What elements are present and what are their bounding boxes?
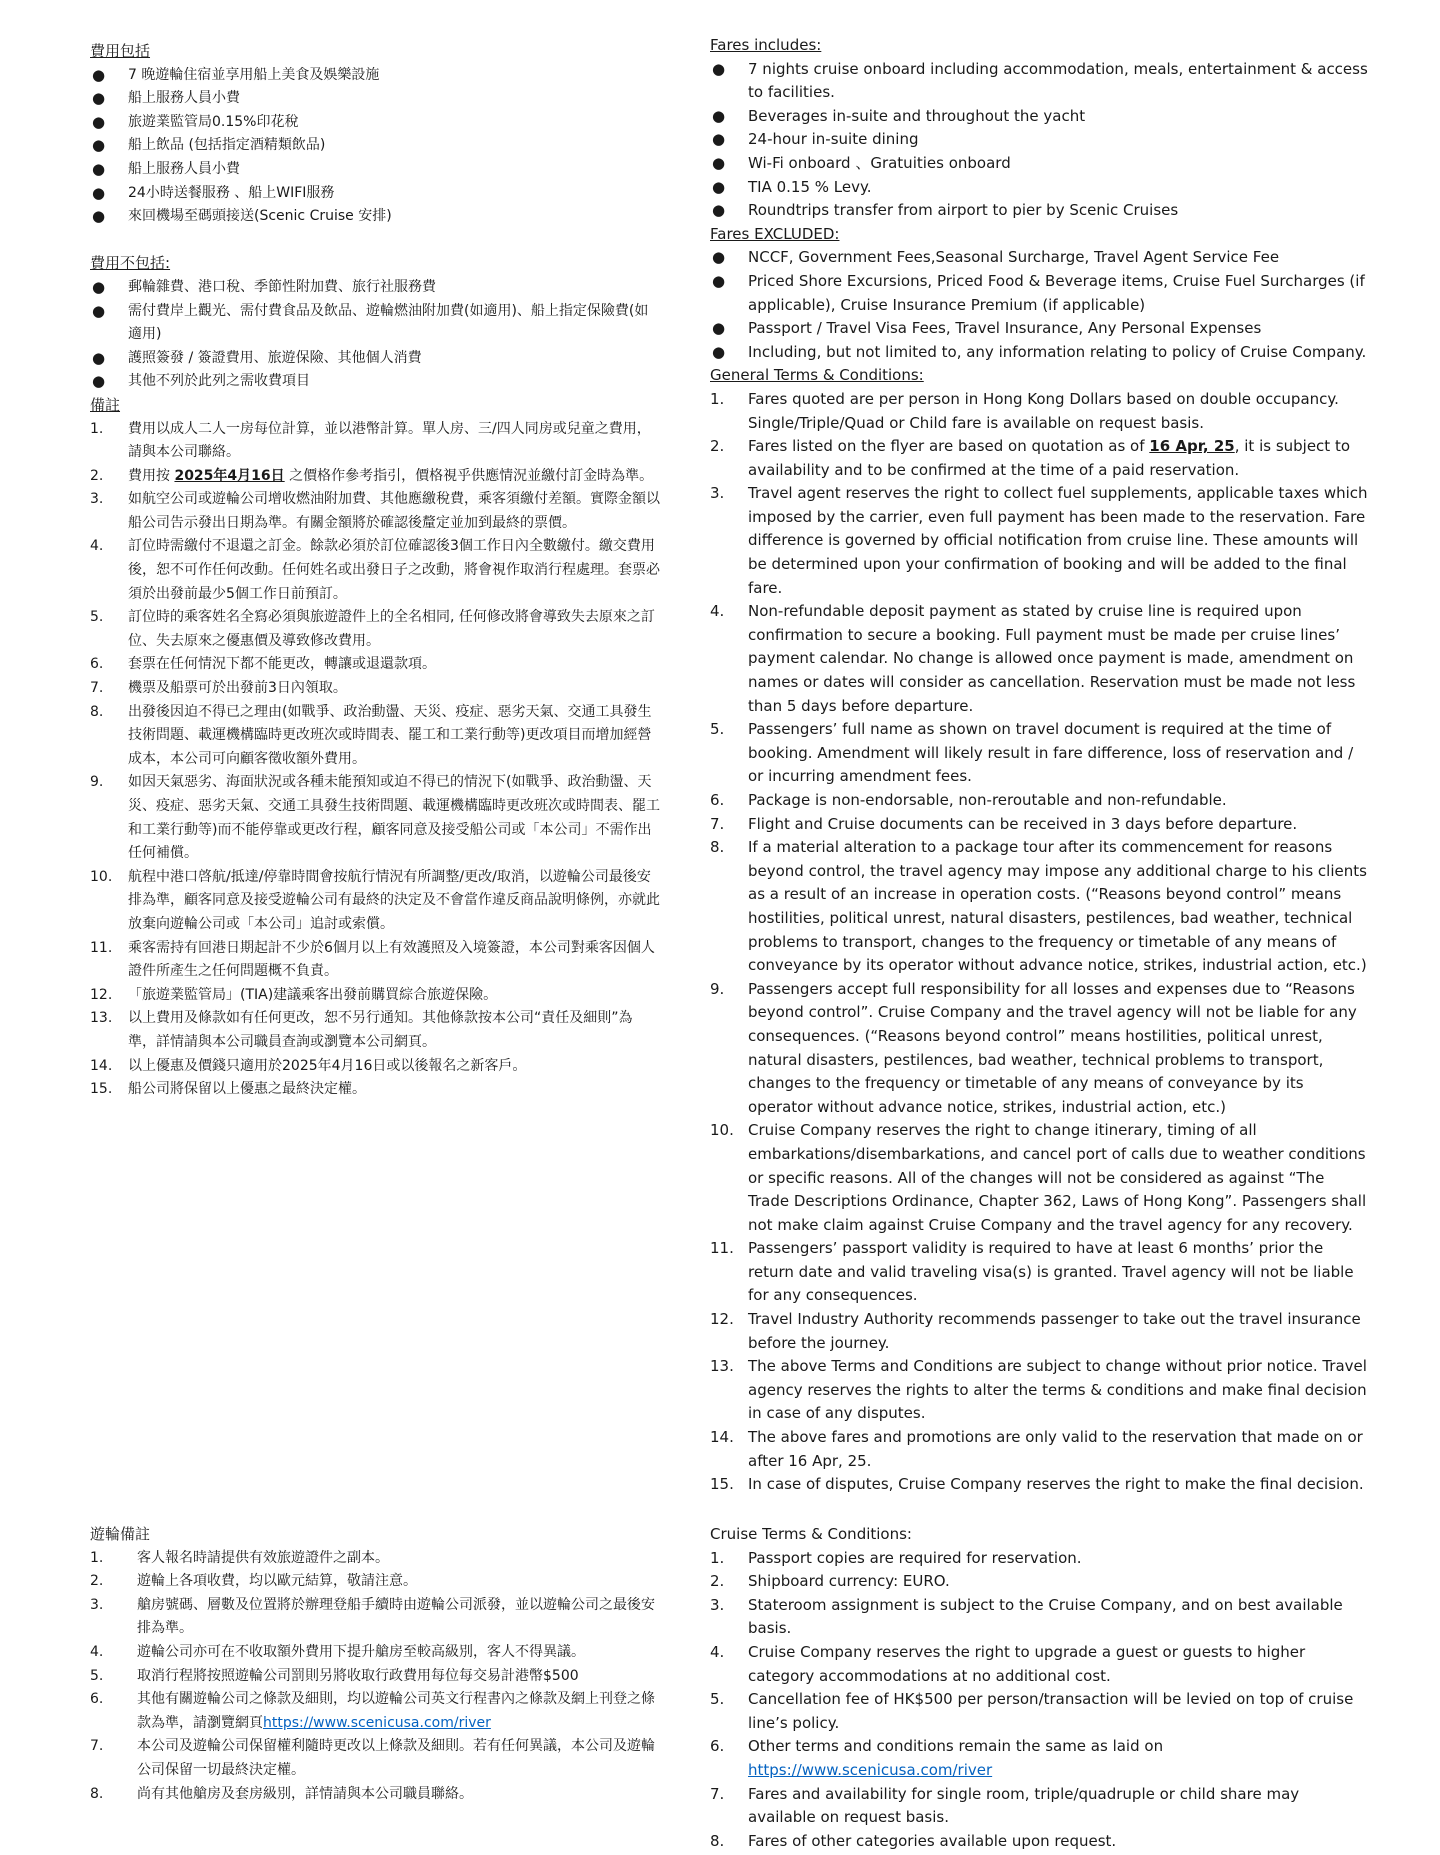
item-number: 4. (710, 1642, 725, 1661)
item-text: 航程中港口啓航/抵達/停靠時間會按航行情況有所調整/更改/取消，以遊輪公司最後安排為準，顧客同意及接受遊輪公司有最終的決定及不會當作違反商品說明條例，亦就此放棄向遊輪公司或「本公司」追討或索償。 (128, 868, 660, 932)
item-number: 9. (90, 774, 104, 791)
numbered-item (710, 718, 1370, 789)
bullet-text: Wi-Fi onboard 、Gratuities onboard (748, 153, 1011, 172)
item-text: Non-refundable deposit payment as stated by cruise line is required upon confirmation to secure a booking. Full payment must be made per cruise lines’ payment calendar. No change is allowed once payment is made, amendment on names or dates will consider as cancellation. Reservation must be made not less than 5 days before departure. (748, 602, 1356, 715)
item-text: Package is non-endorsable, non-reroutable and non-refundable. (748, 791, 1227, 809)
bullet-item (90, 64, 660, 88)
item-text: 船公司將保留以上優惠之最終決定權。 (128, 1081, 366, 1098)
item-text: Other terms and conditions remain the same as laid on https://www.scenicusa.com/river (748, 1737, 1164, 1779)
bullet-marker: ● (92, 65, 106, 84)
item-number: 11. (710, 1239, 734, 1258)
en-excluded-list (710, 246, 1370, 364)
bullet-text: 護照簽發 / 簽證費用、旅遊保險、其他個人消費 (128, 349, 422, 366)
item-text: 遊輪上各項收費，均以歐元結算，敬請注意。 (137, 1573, 417, 1590)
item-text: 費用以成人二人一房每位計算，並以港幣計算。單人房、三/四人同房或兒童之費用，請與本公司聯絡。 (128, 420, 651, 461)
bullet-text: 需付費岸上觀光、需付費食品及飲品、遊輪燃油附加費(如適用)、船上指定保險費(如適用) (128, 302, 649, 343)
bullet-item (710, 199, 1370, 223)
zh-excludes-heading: 費用不包括: (90, 254, 171, 273)
bullet-marker: ● (712, 201, 726, 220)
item-number: 5. (90, 609, 104, 626)
bullet-text: Including, but not limited to, any information relating to policy of Cruise Company. (748, 342, 1367, 361)
item-number: 12. (90, 986, 113, 1003)
numbered-item (90, 866, 660, 937)
item-number: 3. (90, 1596, 104, 1613)
item-text: Passengers’ passport validity is required to have at least 6 months’ prior the return date and valid traveling visa(s) is granted. Travel agency will not be liable for any consequences. (748, 1239, 1354, 1305)
item-number: 5. (710, 1690, 725, 1709)
bullet-marker: ● (92, 112, 106, 131)
en-terms-column (710, 34, 1370, 1497)
item-number: 2. (710, 1572, 725, 1591)
bullet-marker: ● (92, 277, 106, 296)
item-text: 訂位時需繳付不退還之訂金。餘款必須於訂位確認後3個工作日內全數繳付。繳交費用後，恕不可作任何改動。任何姓名或出發日子之改動，將會視作取消行程處理。套票必須於出發前最少5個工作日前預訂。 (128, 538, 660, 602)
item-text: 套票在任何情況下都不能更改，轉讓或退還款項。 (128, 656, 436, 673)
bullet-text: 24小時送餐服務 、船上WIFI服務 (128, 184, 335, 201)
item-text: Passengers’ full name as shown on travel document is required at the time of booking. Amendment will likely result in fare difference, loss of reservation and / or incurring amendment fees. (748, 720, 1354, 786)
item-number: 7. (710, 814, 725, 833)
item-number: 15. (710, 1475, 734, 1494)
en-cruise-terms (710, 1523, 1370, 1853)
item-number: 10. (710, 1121, 734, 1140)
bullet-marker: ● (92, 348, 106, 367)
numbered-item (90, 677, 660, 701)
numbered-item (90, 1547, 660, 1571)
bullet-marker: ● (92, 372, 106, 391)
item-number: 11. (90, 939, 113, 956)
item-number: 8. (90, 703, 104, 720)
numbered-item (90, 1688, 660, 1735)
zh-cruise-heading: 遊輪備註 (90, 1525, 151, 1543)
item-text: 遊輪公司亦可在不收取額外費用下提升艙房至較高級別，客人不得異議。 (137, 1643, 585, 1660)
zh-terms-column (90, 40, 660, 1102)
item-text: Fares and availability for single room, triple/quadruple or child share may available on request basis. (748, 1784, 1300, 1827)
bullet-item (710, 270, 1370, 317)
en-excluded-heading: Fares EXCLUDED: (710, 224, 840, 243)
zh-cruise-notes (90, 1523, 660, 1806)
item-text: Stateroom assignment is subject to the Cruise Company, and on best available basis. (748, 1595, 1343, 1638)
zh-notes-list (90, 418, 660, 1102)
bullet-item (90, 111, 660, 135)
item-text: Flight and Cruise documents can be received in 3 days before departure. (748, 814, 1298, 833)
numbered-item (710, 600, 1370, 718)
bullet-marker: ● (712, 59, 726, 78)
numbered-item (90, 653, 660, 677)
item-text: 以上費用及條款如有任何更改，恕不另行通知。其他條款按本公司“責任及細則”為準，詳情請與本公司職員查詢或瀏覽本公司網頁。 (128, 1010, 633, 1050)
bullet-marker: ● (712, 106, 726, 125)
bullet-marker: ● (92, 207, 106, 226)
item-number: 7. (90, 680, 104, 697)
bullet-text: Passport / Travel Visa Fees, Travel Insurance, Any Personal Expenses (748, 319, 1262, 338)
bullet-text: Beverages in-suite and throughout the yacht (748, 106, 1086, 125)
bullet-marker: ● (92, 183, 106, 202)
emphasized-date: 16 Apr, 25 (1149, 437, 1235, 456)
numbered-item (90, 1570, 660, 1594)
item-number: 4. (710, 602, 725, 621)
item-text: Passport copies are required for reservation. (748, 1548, 1082, 1567)
numbered-item (710, 1783, 1370, 1830)
item-number: 6. (710, 791, 725, 809)
item-number: 1. (710, 1548, 725, 1567)
item-number: 2. (710, 437, 725, 456)
numbered-item (710, 1119, 1370, 1237)
bullet-text: TIA 0.15 % Levy. (748, 177, 872, 196)
numbered-item (90, 771, 660, 865)
bullet-item (90, 205, 660, 229)
bullet-item (710, 317, 1370, 341)
numbered-item (710, 1688, 1370, 1735)
numbered-item (90, 1735, 660, 1782)
item-number: 5. (710, 720, 725, 739)
bullet-text: 7 晚遊輪住宿並享用船上美食及娛樂設施 (128, 66, 380, 83)
item-number: 14. (710, 1428, 734, 1447)
bullet-item (90, 87, 660, 111)
bullet-item (710, 128, 1370, 152)
item-text: 出發後因迫不得已之理由(如戰爭、政治動盪、天災、疫症、惡劣天氣、交通工具發生技術問題、載運機構臨時更改班次或時間表、罷工和工業行動等)更改項目而增加經營成本，本公司可向顧客徵收額外費用。 (128, 703, 652, 767)
item-text: Travel Industry Authority recommends passenger to take out the travel insurance before the journey. (748, 1310, 1361, 1352)
item-text: 客人報名時請提供有效旅遊證件之副本。 (137, 1549, 389, 1566)
bullet-marker: ● (712, 153, 726, 172)
numbered-item (90, 1078, 660, 1102)
zh-excludes-list (90, 276, 660, 394)
bullet-text: Priced Shore Excursions, Priced Food & Beverage items, Cruise Fuel Surcharges (if applicable), Cruise Insurance Premium (if applicable) (748, 271, 1365, 314)
bullet-text: 24-hour in-suite dining (748, 130, 919, 149)
bullet-text: 船上飲品 (包括指定酒精類飲品) (128, 137, 326, 154)
bullet-marker: ● (92, 89, 106, 108)
item-number: 3. (90, 491, 104, 508)
item-number: 1. (710, 389, 725, 408)
scenic-website-link[interactable]: https://www.scenicusa.com/river (263, 1714, 491, 1731)
numbered-item (90, 535, 660, 606)
item-number: 8. (710, 838, 725, 857)
item-text: Travel agent reserves the right to collect fuel supplements, applicable taxes which imposed by the carrier, even full payment has been made to the reservation. Fare difference is governed by official notification from cruise line. These amounts will be determined upon your confirmation of booking and will be added to the final fare. (748, 484, 1368, 597)
en-general-list (710, 388, 1370, 1497)
item-text: 如因天氣惡劣、海面狀況或各種未能預知或迫不得已的情況下(如戰爭、政治動盪、天災、疫症、惡劣天氣、交通工具發生技術問題、載運機構臨時更改班次或時間表、罷工和工業行動等)而不能停靠或更改行程，顧客同意及接受船公司或「本公司」不需作出任何補償。 (128, 774, 660, 862)
numbered-item (710, 388, 1370, 435)
numbered-item (710, 1570, 1370, 1594)
item-text: Shipboard currency: EURO. (748, 1572, 950, 1591)
bullet-marker: ● (92, 301, 106, 320)
bullet-text: 郵輪雜費、港口稅、季節性附加費、旅行社服務費 (128, 278, 436, 295)
item-text: 其他有關遊輪公司之條款及細則，均以遊輪公司英文行程書內之條款及網上刊登之條款為準，請瀏覽網頁https://www.scenicusa.com/river (137, 1691, 655, 1731)
numbered-item (90, 1594, 660, 1641)
item-number: 5. (90, 1667, 104, 1684)
item-text: 尚有其他艙房及套房級別，詳情請與本公司職員聯絡。 (137, 1785, 473, 1802)
numbered-item (710, 978, 1370, 1120)
numbered-item (710, 1355, 1370, 1426)
en-general-heading: General Terms & Conditions: (710, 366, 924, 385)
numbered-item (90, 1055, 660, 1079)
bullet-text: 7 nights cruise onboard including accommodation, meals, entertainment & access to facilities. (748, 59, 1368, 102)
item-text: Fares listed on the flyer are based on quotation as of 16 Apr, 25, it is subject to availability and to be confirmed at the time of a paid reservation. (748, 437, 1351, 479)
item-text: In case of disputes, Cruise Company reserves the right to make the final decision. (748, 1475, 1364, 1494)
bullet-marker: ● (712, 342, 726, 361)
numbered-item (710, 482, 1370, 600)
item-number: 3. (710, 484, 725, 503)
item-text: 艙房號碼、層數及位置將於辦理登船手續時由遊輪公司派發，並以遊輪公司之最後安排為準。 (137, 1596, 655, 1637)
numbered-item (710, 1830, 1370, 1854)
bullet-item (710, 246, 1370, 270)
item-text: If a material alteration to a package tour after its commencement for reasons beyond control, the travel agency may impose any additional charge to his clients as a result of an increase in operation costs. (“Reasons beyond control” means hostilities, political unrest, natural disasters, pestilences, bad weather, technical problems to transport, changes to the frequency or timetable of any means of conveyance by its operator without advance notice, strikes, industrial action, etc.) (748, 838, 1367, 975)
item-text: 訂位時的乘客姓名全寫必須與旅遊證件上的全名相同, 任何修改將會導致失去原來之訂位、失去原來之優惠價及導致修改費用。 (128, 609, 655, 649)
numbered-item (90, 1641, 660, 1665)
bullet-item (90, 158, 660, 182)
numbered-item (710, 1426, 1370, 1473)
item-text: 費用按 2025年4月16日 之價格作參考指引，價格視乎供應情況並繳付訂金時為準。 (128, 467, 654, 484)
bullet-item (710, 176, 1370, 200)
item-text: 乘客需持有回港日期起計不少於6個月以上有效護照及入境簽證，本公司對乘客因個人證件所產生之任何問題概不負責。 (128, 939, 655, 980)
item-number: 9. (710, 979, 725, 998)
item-text: 以上優惠及價錢只適用於2025年4月16日或以後報名之新客戶。 (128, 1057, 527, 1074)
numbered-item (90, 1783, 660, 1807)
item-text: 如航空公司或遊輪公司增收燃油附加費、其他應繳稅費，乘客須繳付差額。實際金額以船公司告示發出日期為準。有關金額將於確認後釐定並加到最終的票價。 (128, 491, 660, 531)
item-text: 機票及船票可於出發前3日內領取。 (128, 680, 347, 697)
numbered-item (90, 465, 660, 489)
item-number: 1. (90, 420, 104, 437)
zh-includes-heading: 費用包括 (90, 42, 151, 60)
bullet-item (90, 134, 660, 158)
bullet-item (710, 105, 1370, 129)
item-text: 本公司及遊輪公司保留權利隨時更改以上條款及細則。若有任何異議，本公司及遊輪公司保留一切最終決定權。 (137, 1738, 655, 1778)
bullet-text: NCCF, Government Fees,Seasonal Surcharge, Travel Agent Service Fee (748, 248, 1280, 267)
bullet-item (710, 341, 1370, 365)
item-number: 7. (90, 1738, 104, 1755)
numbered-item (90, 606, 660, 653)
item-number: 6. (710, 1737, 725, 1756)
bullet-text: 船上服務人員小費 (128, 90, 240, 107)
bullet-item (90, 347, 660, 371)
bullet-marker: ● (712, 271, 726, 290)
item-number: 4. (90, 1643, 104, 1660)
item-number: 13. (710, 1357, 734, 1376)
item-number: 3. (710, 1595, 725, 1614)
numbered-item (710, 435, 1370, 482)
numbered-item (90, 1007, 660, 1054)
bullet-marker: ● (712, 248, 726, 267)
emphasized-date: 2025年4月16日 (174, 467, 285, 484)
numbered-item (710, 1641, 1370, 1688)
item-number: 13. (90, 1010, 113, 1027)
numbered-item (90, 701, 660, 772)
numbered-item (710, 813, 1370, 837)
item-text: Fares of other categories available upon request. (748, 1831, 1117, 1850)
bullet-text: 船上服務人員小費 (128, 160, 240, 177)
numbered-item (710, 1594, 1370, 1641)
bullet-marker: ● (712, 177, 726, 196)
item-text: Fares quoted are per person in Hong Kong Dollars based on double occupancy. Single/Triple/Quad or Child fare is available on request basis. (748, 389, 1339, 432)
item-number: 12. (710, 1310, 734, 1329)
bullet-marker: ● (92, 159, 106, 178)
bullet-marker: ● (712, 130, 726, 149)
item-number: 6. (90, 1691, 104, 1708)
item-text: Cancellation fee of HK$500 per person/transaction will be levied on top of cruise line’s policy. (748, 1690, 1354, 1732)
item-number: 1. (90, 1549, 104, 1566)
en-includes-list (710, 58, 1370, 223)
numbered-item (90, 937, 660, 984)
en-cruise-list (710, 1547, 1370, 1854)
zh-cruise-list (90, 1547, 660, 1807)
item-number: 6. (90, 656, 104, 673)
item-number: 15. (90, 1081, 113, 1098)
item-number: 8. (710, 1831, 725, 1850)
bullet-text: 旅遊業監管局0.15%印花稅 (128, 113, 299, 130)
item-text: Cruise Company reserves the right to change itinerary, timing of all embarkations/disembarkations, and cancel port of calls due to weather conditions or specific reasons. All of the changes will not be considered as against “The Trade Descriptions Ordinance, Chapter 362, Laws of Hong Kong”. Passengers shall not make claim against Cruise Company and the travel agency for any recovery. (748, 1121, 1367, 1234)
numbered-item (710, 789, 1370, 813)
bullet-text: 其他不列於此列之需收費項目 (128, 373, 310, 390)
bullet-item (710, 58, 1370, 105)
en-includes-heading: Fares includes: (710, 36, 822, 54)
bullet-item (90, 370, 660, 394)
item-text: 「旅遊業監管局」(TIA)建議乘客出發前購買綜合旅遊保險。 (128, 986, 498, 1003)
numbered-item (710, 1735, 1370, 1782)
item-text: Passengers accept full responsibility for all losses and expenses due to “Reasons beyond control”. Cruise Company and the travel agency will not be liable for any consequences. (“Reasons beyond control” means hostilities, political unrest, natural disasters, pestilences, bad weather, technical problems to transport, changes to the frequency or timetable of any means of conveyance by its operator without advance notice, strikes, industrial action, etc.) (748, 979, 1357, 1116)
item-number: 2. (90, 467, 104, 484)
item-number: 14. (90, 1057, 113, 1074)
item-text: The above fares and promotions are only valid to the reservation that made on or after 16 Apr, 25. (748, 1428, 1363, 1470)
zh-notes-heading: 備註 (90, 395, 121, 414)
item-number: 10. (90, 868, 113, 885)
zh-includes-list (90, 64, 660, 229)
scenic-website-link[interactable]: https://www.scenicusa.com/river (748, 1760, 993, 1779)
numbered-item (90, 984, 660, 1008)
bullet-item (90, 182, 660, 206)
numbered-item (710, 1308, 1370, 1355)
numbered-item (710, 1237, 1370, 1308)
item-number: 2. (90, 1573, 104, 1590)
numbered-item (710, 1547, 1370, 1571)
numbered-item (90, 488, 660, 535)
item-text: Cruise Company reserves the right to upgrade a guest or guests to higher category accommodations at no additional cost. (748, 1642, 1306, 1685)
bullet-marker: ● (712, 319, 726, 338)
item-text: 取消行程將按照遊輪公司罰則另將收取行政費用每位每交易計港幣$500 (137, 1667, 579, 1684)
numbered-item (90, 418, 660, 465)
en-cruise-heading: Cruise Terms & Conditions: (710, 1525, 912, 1543)
item-number: 8. (90, 1785, 104, 1802)
bullet-text: 來回機場至碼頭接送(Scenic Cruise 安排) (128, 208, 392, 225)
item-number: 7. (710, 1784, 725, 1803)
item-text: The above Terms and Conditions are subject to change without prior notice. Travel agency reserves the rights to alter the terms & conditions and make final decision in case of any disputes. (748, 1357, 1367, 1423)
numbered-item (90, 1665, 660, 1689)
bullet-item (90, 300, 660, 347)
bullet-marker: ● (92, 136, 106, 155)
bullet-item (710, 152, 1370, 176)
bullet-item (90, 276, 660, 300)
item-number: 4. (90, 538, 104, 555)
numbered-item (710, 836, 1370, 978)
numbered-item (710, 1473, 1370, 1497)
bullet-text: Roundtrips transfer from airport to pier by Scenic Cruises (748, 201, 1179, 220)
